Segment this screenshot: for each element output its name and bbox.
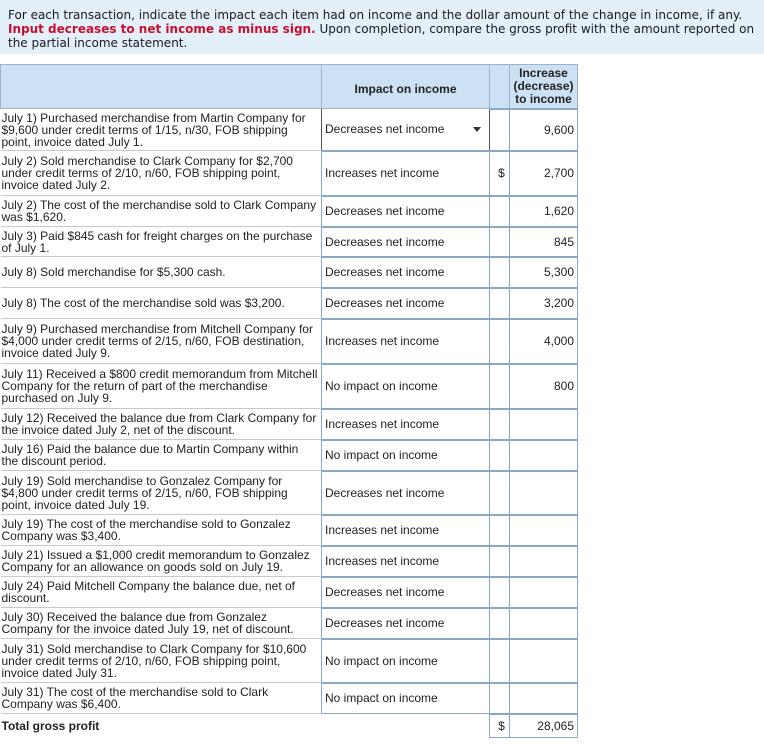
table-row	[1, 109, 578, 151]
dollar-sign-cell	[490, 319, 510, 364]
dollar-sign-cell	[490, 227, 510, 257]
dollar-sign-cell	[490, 683, 510, 714]
amount-input[interactable]	[510, 546, 578, 577]
table-row	[1, 577, 578, 608]
amount-input[interactable]	[510, 639, 578, 683]
amount-input[interactable]: 9,600	[510, 109, 578, 151]
total-gross-profit-amount[interactable]: 28,065	[510, 714, 578, 738]
amount-input[interactable]: 2,700	[510, 151, 578, 196]
impact-select[interactable]: Decreases net income	[322, 257, 490, 288]
table-row	[1, 546, 578, 577]
impact-select[interactable]: Increases net income	[322, 515, 490, 546]
dollar-sign-cell	[490, 577, 510, 608]
amount-input[interactable]: 800	[510, 364, 578, 409]
dollar-sign-cell	[490, 471, 510, 515]
impact-select[interactable]	[322, 109, 490, 151]
table-row	[1, 409, 578, 440]
header-increase-decrease: Increase (decrease) to income	[510, 65, 578, 109]
amount-input[interactable]	[510, 440, 578, 471]
amount-input[interactable]: 3,200	[510, 288, 578, 319]
table-row	[1, 151, 578, 196]
transaction-description: July 21) Issued a $1,000 credit memorandum to Gonzalez Company for an allowance on goods sold on July 19.	[1, 546, 322, 577]
instructions-text: For each transaction, indicate the impact each item had on income and the dollar amount of the change in income, if any.	[8, 8, 743, 22]
impact-select[interactable]: Decreases net income	[322, 471, 490, 515]
impact-select[interactable]: No impact on income	[322, 639, 490, 683]
dollar-sign-cell	[490, 639, 510, 683]
transaction-description: July 16) Paid the balance due to Martin Company within the discount period.	[1, 440, 322, 471]
table-row	[1, 683, 578, 714]
table-row	[1, 288, 578, 319]
transaction-description: July 12) Received the balance due from Clark Company for the invoice dated July 2, net of the discount.	[1, 409, 322, 440]
table-row	[1, 471, 578, 515]
dollar-sign-cell	[490, 608, 510, 639]
dollar-sign-cell	[490, 364, 510, 409]
amount-input[interactable]	[510, 683, 578, 714]
table-row	[1, 227, 578, 257]
dollar-sign-cell	[490, 440, 510, 471]
dollar-sign-cell	[490, 109, 510, 151]
impact-select[interactable]: Decreases net income	[322, 288, 490, 319]
transaction-description: July 19) The cost of the merchandise sold to Gonzalez Company was $3,400.	[1, 515, 322, 546]
table-row	[1, 639, 578, 683]
impact-select[interactable]: Increases net income	[322, 409, 490, 440]
transaction-description: July 2) The cost of the merchandise sold to Clark Company was $1,620.	[1, 196, 322, 227]
impact-select[interactable]: Decreases net income	[322, 608, 490, 639]
impact-select[interactable]: Increases net income	[322, 151, 490, 196]
transaction-description: July 8) The cost of the merchandise sold was $3,200.	[1, 288, 322, 319]
amount-input[interactable]	[510, 608, 578, 639]
impact-select[interactable]: Decreases net income	[322, 227, 490, 257]
dollar-sign-cell	[490, 196, 510, 227]
dollar-sign-cell	[490, 257, 510, 288]
transaction-description: July 19) Sold merchandise to Gonzalez Company for $4,800 under credit terms of 2/15, n/60, FOB shipping point, invoice dated July 19.	[1, 471, 322, 515]
header-blank	[1, 65, 322, 109]
transaction-description: July 2) Sold merchandise to Clark Company for $2,700 under credit terms of 2/10, n/60, FOB shipping point, invoice dated July 2.	[1, 151, 322, 196]
instructions-text-2: Upon completion, compare the gross profit with the amount reported on the partial income statement.	[8, 22, 755, 50]
impact-select[interactable]: No impact on income	[322, 683, 490, 714]
table-row	[1, 196, 578, 227]
dollar-sign-cell	[490, 288, 510, 319]
table-row	[1, 515, 578, 546]
impact-select[interactable]: Increases net income	[322, 546, 490, 577]
dollar-sign-cell	[490, 409, 510, 440]
impact-select[interactable]: No impact on income	[322, 364, 490, 409]
dollar-sign-cell: $	[490, 714, 510, 738]
transaction-description: July 3) Paid $845 cash for freight charges on the purchase of July 1.	[1, 227, 322, 257]
transaction-description: July 11) Received a $800 credit memorandum from Mitchell Company for the return of part of the merchandise purchased on July 9.	[1, 364, 322, 409]
dollar-sign-cell: $	[490, 151, 510, 196]
impact-select-value: Decreases net income	[325, 122, 445, 137]
table-row	[1, 319, 578, 364]
table-row	[1, 440, 578, 471]
amount-input[interactable]	[510, 471, 578, 515]
transaction-description: July 8) Sold merchandise for $5,300 cash.	[1, 257, 322, 288]
total-blank	[322, 714, 490, 738]
transaction-description: July 31) Sold merchandise to Clark Company for $10,600 under credit terms of 2/10, n/60, FOB shipping point, invoice dated July 31.	[1, 639, 322, 683]
transaction-description: July 24) Paid Mitchell Company the balance due, net of discount.	[1, 577, 322, 608]
amount-input[interactable]	[510, 409, 578, 440]
header-impact-on-income: Impact on income	[322, 65, 490, 109]
amount-input[interactable]: 4,000	[510, 319, 578, 364]
transaction-description: July 1) Purchased merchandise from Martin Company for $9,600 under credit terms of 1/15, n/30, FOB shipping point, invoice dated July 1.	[1, 109, 322, 151]
total-gross-profit-label: Total gross profit	[1, 718, 100, 733]
impact-select[interactable]: Increases net income	[322, 319, 490, 364]
impact-select[interactable]: Decreases net income	[322, 196, 490, 227]
dollar-sign-cell	[490, 515, 510, 546]
transaction-description: July 30) Received the balance due from Gonzalez Company for the invoice dated July 19, net of discount.	[1, 608, 322, 639]
impact-select[interactable]: No impact on income	[322, 440, 490, 471]
table-row	[1, 257, 578, 288]
amount-input[interactable]: 845	[510, 227, 578, 257]
instructions-warning: Input decreases to net income as minus sign.	[8, 22, 316, 36]
amount-input[interactable]	[510, 577, 578, 608]
total-row	[1, 714, 578, 738]
transaction-description: July 9) Purchased merchandise from Mitchell Company for $4,000 under credit terms of 2/15, n/60, FOB destination, invoice dated July 9.	[1, 319, 322, 364]
amount-input[interactable]	[510, 515, 578, 546]
transactions-table	[0, 64, 578, 738]
table-row	[1, 364, 578, 409]
chevron-down-icon[interactable]	[473, 127, 481, 132]
header-dollar-blank	[490, 65, 510, 109]
instructions	[0, 0, 764, 54]
amount-input[interactable]: 1,620	[510, 196, 578, 227]
impact-select[interactable]: Decreases net income	[322, 577, 490, 608]
dollar-sign-cell	[490, 546, 510, 577]
table-row	[1, 608, 578, 639]
transaction-description: July 31) The cost of the merchandise sold to Clark Company was $6,400.	[1, 683, 322, 714]
amount-input[interactable]: 5,300	[510, 257, 578, 288]
